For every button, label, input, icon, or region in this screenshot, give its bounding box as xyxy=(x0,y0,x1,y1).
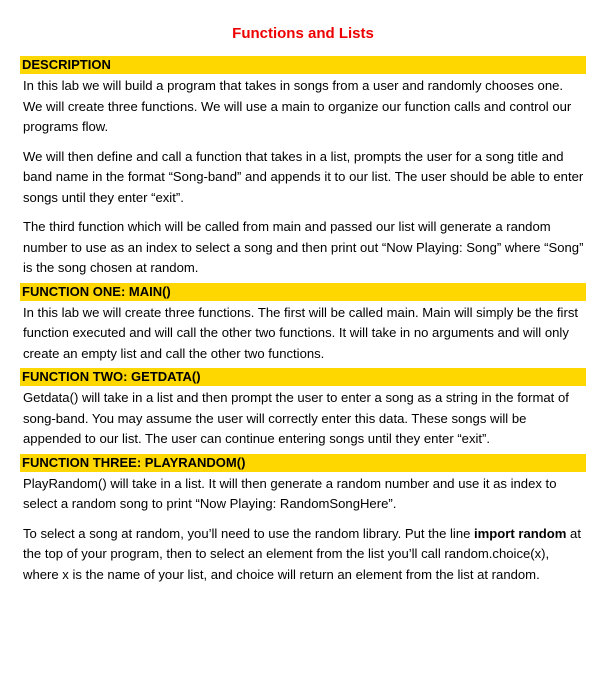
code-keyword-import-random: import random xyxy=(474,525,567,541)
function-three-paragraph-2 xyxy=(23,524,586,586)
function-one-paragraph: In this lab we will create three functions. The first will be called main. Main will simply be the first function executed and will call the other two functions. It will take in no arguments and will only create an empty list and call the other two functions. xyxy=(23,304,579,361)
description-paragraph-1: In this lab we will build a program that takes in songs from a user and randomly chooses one. We will create three functions. We will use a main to organize our function calls and control our programs flow. xyxy=(23,78,572,134)
section-heading-function-three: FUNCTION THREE: PLAYRANDOM() xyxy=(20,454,586,472)
section-heading-function-two: FUNCTION TWO: GETDATA() xyxy=(20,368,586,386)
function-three-paragraph-1: PlayRandom() will take in a list. It will then generate a random number and use it as index to select a random song to print “Now Playing: RandomSongHere”. xyxy=(23,475,557,511)
paragraph-text: at the top of your program, then to select an element from the list you’ll call random.choice(x), where x is the name of your list, and choice will return an element from the list at random. xyxy=(23,525,581,582)
description-paragraph-2: We will then define and call a function that takes in a list, prompts the user for a song title and band name in the format “Song-band” and appends it to our list. The user should be able to enter songs until they enter “exit”. xyxy=(23,148,584,205)
function-two-paragraph: Getdata() will take in a list and then prompt the user to enter a song as a string in the format of song-band. You may assume the user will correctly enter this data. These songs will be appended to our list. The user can continue entering songs until they enter “exit”. xyxy=(23,390,569,446)
paragraph-text: To select a song at random, you’ll need to use the random library. Put the line xyxy=(23,525,475,541)
section-heading-description: DESCRIPTION xyxy=(20,56,586,74)
page-title: Functions and Lists xyxy=(232,25,374,42)
description-paragraph-3: The third function which will be called from main and passed our list will generate a random number to use as an index to select a song and then print out “Now Playing: Song” where “Song” is the song chosen at random. xyxy=(23,219,584,275)
section-heading-function-one: FUNCTION ONE: MAIN() xyxy=(20,283,586,301)
